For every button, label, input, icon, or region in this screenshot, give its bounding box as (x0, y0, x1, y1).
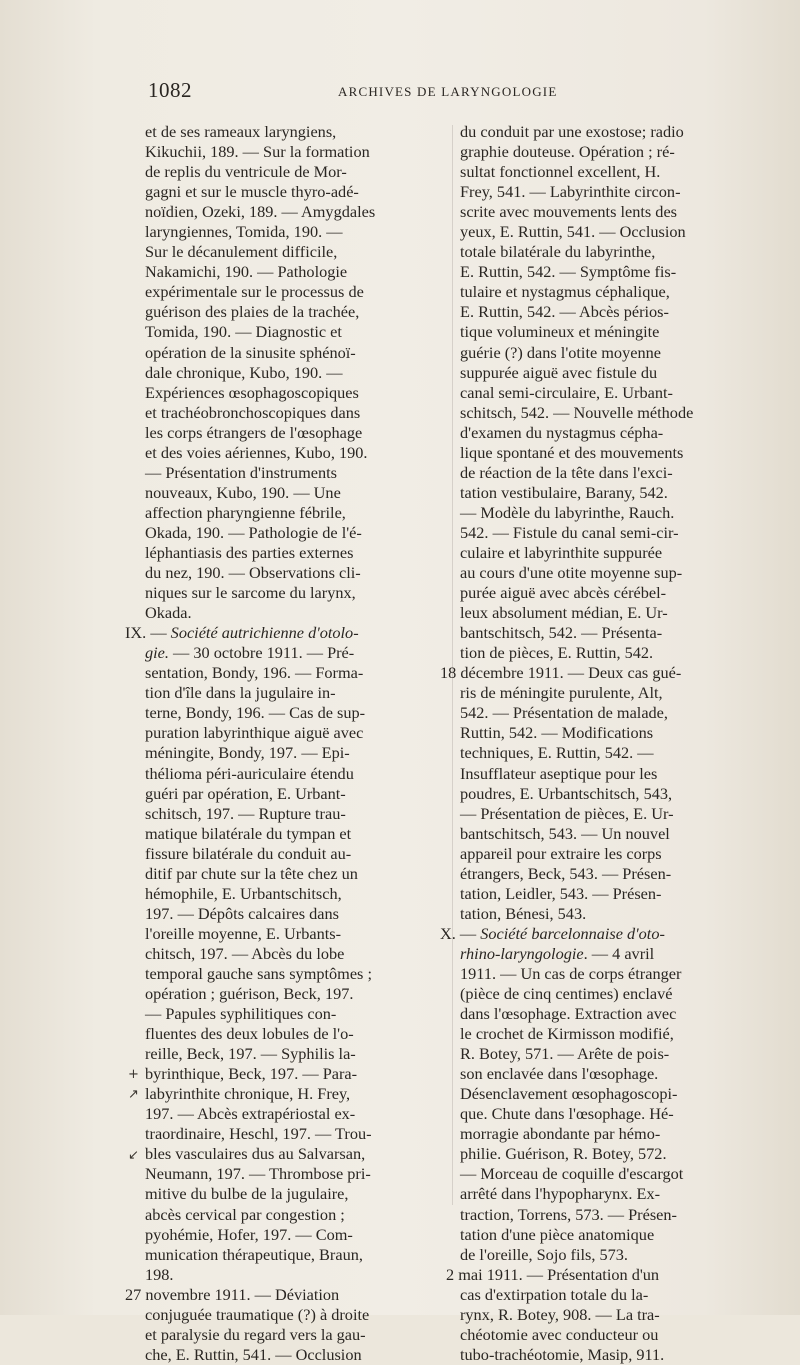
text-line: étrangers, Beck, 543. — Présen- (460, 863, 672, 883)
text-line: ditif par chute sur la tête chez un (145, 863, 358, 883)
text-line: techniques, E. Ruttin, 542. — (460, 743, 654, 763)
text-line: scrite avec mouvements lents des (460, 202, 678, 222)
text-line: affection pharyngienne fébrile, (145, 502, 346, 522)
text-line: au cours d'une otite moyenne sup- (460, 563, 683, 583)
text-line: reille, Beck, 197. — Syphilis la- (145, 1044, 356, 1064)
text-line: de réaction de la tête dans l'exci- (460, 462, 673, 482)
text-line: de l'oreille, Sojo fils, 573. (460, 1244, 628, 1264)
text-line: arrêté dans l'hypopharynx. Ex- (460, 1184, 661, 1204)
text-line: Okada, 190. — Pathologie de l'é- (145, 522, 362, 542)
text-line: fissure bilatérale du conduit au- (145, 843, 352, 863)
text-line: pyohémie, Hofer, 197. — Com- (145, 1224, 353, 1244)
text-line: 2 mai 1911. — Présentation d'un (446, 1264, 660, 1284)
text-line: chéotomie avec conducteur ou (460, 1324, 659, 1344)
text-line: traordinaire, Heschl, 197. — Trou- (145, 1124, 372, 1144)
text-line: temporal gauche sans symptômes ; (145, 963, 372, 983)
text-line: chitsch, 197. — Abcès du lobe (145, 943, 345, 963)
text-line: bantschitsch, 542. — Présenta- (460, 623, 663, 643)
text-line: de replis du ventricule de Mor- (145, 162, 347, 182)
text-line: appareil pour extraire les corps (460, 843, 662, 863)
text-line: 197. — Dépôts calcaires dans (145, 903, 339, 923)
text-line: bantschitsch, 543. — Un nouvel (460, 823, 670, 843)
text-line: le crochet de Kirmisson modifié, (460, 1024, 674, 1044)
text-line: Insufflateur aseptique pour les (460, 763, 658, 783)
text-line: que. Chute dans l'œsophage. Hé- (460, 1104, 674, 1124)
text-line: Tomida, 190. — Diagnostic et (145, 322, 342, 342)
text-line: schitsch, 197. — Rupture trau- (145, 803, 346, 823)
text-line: cas d'extirpation totale du la- (460, 1284, 649, 1304)
text-line: opération de la sinusite sphénoï- (145, 342, 356, 362)
text-line: fluentes des deux lobules de l'o- (145, 1024, 354, 1044)
text-line: — Présentation de pièces, E. Ur- (460, 803, 674, 823)
text-line: tulaire et nystagmus céphalique, (460, 282, 670, 302)
text-line: du conduit par une exostose; radio (460, 122, 684, 141)
text-line: Désenclavement œsophagoscopi- (460, 1084, 678, 1104)
text-line: gagni et sur le muscle thyro-adé- (145, 182, 359, 202)
text-line: tation d'une pièce anatomique (460, 1224, 655, 1244)
text-line: morragie abondante par hémo- (460, 1124, 661, 1144)
text-line: leux absolument médian, E. Ur- (460, 603, 668, 623)
text-line: dale chronique, Kubo, 190. — (145, 362, 343, 382)
text-line: 197. — Abcès extrapériostal ex- (145, 1104, 356, 1124)
text-line: 18 décembre 1911. — Deux cas gué- (440, 663, 682, 683)
text-line: Ruttin, 542. — Modifications (460, 723, 654, 743)
text-line: 542. — Présentation de malade, (460, 703, 668, 723)
text-line: et paralysie du regard vers la gau- (145, 1324, 366, 1344)
text-line: E. Ruttin, 542. — Symptôme fis- (460, 262, 677, 282)
text-line: et trachéobronchoscopiques dans (145, 402, 361, 422)
text-line: gie. — 30 octobre 1911. — Pré- (145, 643, 355, 663)
right-column (440, 122, 778, 1365)
text-line: les corps étrangers de l'œsophage (145, 422, 363, 442)
text-line: Frey, 541. — Labyrinthite circon- (460, 182, 681, 202)
text-line: conjuguée traumatique (?) à droite (145, 1304, 370, 1324)
text-line: R. Botey, 571. — Arête de pois- (460, 1044, 670, 1064)
text-line: Okada. (145, 603, 192, 623)
text-line: X. — Société barcelonnaise d'oto- (440, 923, 665, 943)
text-line: traction, Torrens, 573. — Présen- (460, 1204, 677, 1224)
text-line: puration labyrinthique aiguë avec (145, 723, 364, 743)
text-line: expérimentale sur le processus de (145, 282, 364, 302)
text-line: laryngiennes, Tomida, 190. — (145, 222, 343, 242)
text-line: che, E. Ruttin, 541. — Occlusion (145, 1344, 362, 1364)
text-line: tion d'île dans la jugulaire in- (145, 683, 336, 703)
text-line: d'examen du nystagmus cépha- (460, 422, 664, 442)
text-line: rhino-laryngologie. — 4 avril (460, 943, 655, 963)
text-line: tation, Bénesi, 543. (460, 903, 587, 923)
text-line: abcès cervical par congestion ; (145, 1204, 345, 1224)
text-line: ris de méningite purulente, Alt, (460, 683, 663, 703)
text-line: suppurée aiguë avec fistule du (460, 362, 658, 382)
text-line: — Modèle du labyrinthe, Rauch. (460, 502, 675, 522)
text-line: noïdien, Ozeki, 189. — Amygdales (145, 202, 376, 222)
text-line: thélioma péri-auriculaire étendu (145, 763, 354, 783)
text-line: sentation, Bondy, 196. — Forma- (145, 663, 364, 683)
left-column (125, 122, 435, 1365)
text-line: IX. — Société autrichienne d'otolo- (125, 623, 359, 643)
text-line: graphie douteuse. Opération ; ré- (460, 142, 675, 162)
text-line: culaire et labyrinthite suppurée (460, 542, 663, 562)
text-line: l'oreille moyenne, E. Urbants- (145, 923, 341, 943)
text-line: méningite, Bondy, 197. — Epi- (145, 743, 350, 763)
text-line: Neumann, 197. — Thrombose pri- (145, 1164, 371, 1184)
text-line: Nakamichi, 190. — Pathologie (145, 262, 348, 282)
margin-mark: ↗ (128, 1087, 139, 1103)
text-line: guérison des plaies de la trachée, (145, 302, 360, 322)
page-number: 1082 (148, 78, 192, 102)
text-line: tation, Leidler, 543. — Présen- (460, 883, 662, 903)
text-line: totale bilatérale du labyrinthe, (460, 242, 656, 262)
text-line: bles vasculaires dus au Salvarsan, (145, 1144, 366, 1164)
text-line: tion de pièces, E. Ruttin, 542. (460, 643, 654, 663)
text-line: niques sur le sarcome du larynx, (145, 583, 356, 603)
text-line: guéri par opération, E. Urbant- (145, 783, 346, 803)
text-line: matique bilatérale du tympan et (145, 823, 352, 843)
text-line: Kikuchii, 189. — Sur la formation (145, 142, 370, 162)
text-line: munication thérapeutique, Braun, (145, 1244, 363, 1264)
text-line: nouveaux, Kubo, 190. — Une (145, 482, 341, 502)
text-line: philie. Guérison, R. Botey, 572. (460, 1144, 667, 1164)
text-line: (pièce de cinq centimes) enclavé (460, 984, 673, 1004)
text-line: et des voies aériennes, Kubo, 190. (145, 442, 368, 462)
text-line: mitive du bulbe de la jugulaire, (145, 1184, 349, 1204)
text-line: schitsch, 542. — Nouvelle méthode (460, 402, 694, 422)
text-line: tation vestibulaire, Barany, 542. (460, 482, 668, 502)
text-line: rynx, R. Botey, 908. — La tra- (460, 1304, 660, 1324)
text-line: dans l'œsophage. Extraction avec (460, 1004, 677, 1024)
text-line: hémophile, E. Urbantschitsch, (145, 883, 342, 903)
text-line: — Morceau de coquille d'escargot (460, 1164, 684, 1184)
text-line: tubo-trachéotomie, Masip, 911. (460, 1344, 665, 1364)
text-line: Sur le décanulement difficile, (145, 242, 338, 262)
text-line: 198. (145, 1264, 174, 1284)
text-line: lique spontané et des mouvements (460, 442, 684, 462)
text-line: 27 novembre 1911. — Déviation (125, 1284, 340, 1304)
text-line: purée aiguë avec abcès cérébel- (460, 583, 667, 603)
text-line: yeux, E. Ruttin, 541. — Occlusion (460, 222, 686, 242)
text-line: léphantiasis des parties externes (145, 542, 354, 562)
text-line: labyrinthite chronique, H. Frey, (145, 1084, 351, 1104)
page-header (0, 78, 800, 108)
text-line: E. Ruttin, 542. — Abcès périos- (460, 302, 669, 322)
text-line: opération ; guérison, Beck, 197. (145, 984, 354, 1004)
text-line: Expériences œsophagoscopiques (145, 382, 359, 402)
text-line: — Présentation d'instruments (145, 462, 337, 482)
text-line: du nez, 190. — Observations cli- (145, 563, 361, 583)
text-line: 1911. — Un cas de corps étranger (460, 963, 682, 983)
text-line: son enclavée dans l'œsophage. (460, 1064, 659, 1084)
text-line: guérie (?) dans l'otite moyenne (460, 342, 661, 362)
text-line: canal semi-circulaire, E. Urbant- (460, 382, 673, 402)
text-line: poudres, E. Urbantschitsch, 543, (460, 783, 673, 803)
text-line: byrinthique, Beck, 197. — Para- (145, 1064, 358, 1084)
margin-mark: ↙ (128, 1147, 139, 1163)
text-line: terne, Bondy, 196. — Cas de sup- (145, 703, 366, 723)
running-title: ARCHIVES DE LARYNGOLOGIE (338, 84, 558, 99)
text-line: — Papules syphilitiques con- (145, 1004, 337, 1024)
text-line: tique volumineux et méningite (460, 322, 660, 342)
text-line: 542. — Fistule du canal semi-cir- (460, 522, 679, 542)
text-line: sultat fonctionnel excellent, H. (460, 162, 661, 182)
text-line: et de ses rameaux laryngiens, (145, 122, 337, 141)
margin-mark: + (128, 1067, 139, 1083)
